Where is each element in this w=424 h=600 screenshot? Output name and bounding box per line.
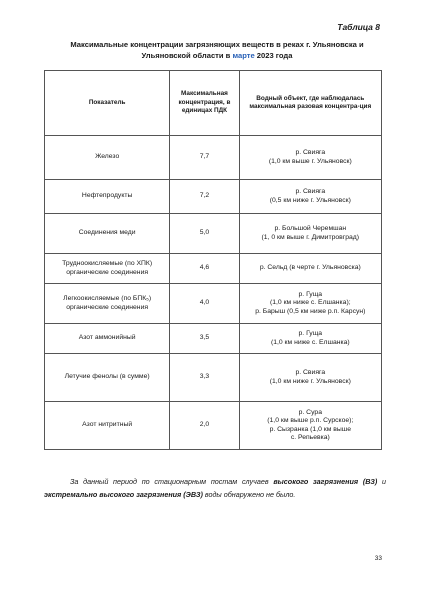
- value-cell: 4,6: [170, 254, 239, 284]
- pollutant-table: [44, 70, 382, 450]
- value-cell: 2,0: [170, 402, 239, 450]
- table-row: [45, 254, 382, 284]
- table-row: [45, 402, 382, 450]
- indicator-cell: Трудноокисляемые (по ХПК) органические соединения: [45, 254, 170, 284]
- location-cell: р. Сельд (в черте г. Ульяновска): [239, 254, 381, 284]
- table-header-row: [45, 71, 382, 136]
- indicator-cell: Железо: [45, 136, 170, 180]
- location-cell: р. Большой Черемшан (1, 0 км выше г. Димитровград): [239, 214, 381, 254]
- footnote-bold-high: высокого загрязнения (ВЗ): [273, 477, 378, 486]
- location-cell: р. Свияга (0,5 км ниже г. Ульяновск): [239, 180, 381, 214]
- table-row: [45, 136, 382, 180]
- value-cell: 3,3: [170, 354, 239, 402]
- location-cell: р. Гуща (1,0 км ниже с. Елшанка); р. Барыш (0,5 км ниже р.п. Карсун): [239, 284, 381, 324]
- table-title: [56, 40, 378, 61]
- footnote: [44, 475, 386, 501]
- value-cell: 7,2: [170, 180, 239, 214]
- location-cell: р. Гуща (1,0 км ниже с. Елшанка): [239, 324, 381, 354]
- table-row: [45, 214, 382, 254]
- title-month: марте: [232, 50, 255, 60]
- header-indicator: Показатель: [45, 71, 170, 136]
- table-row: [45, 354, 382, 402]
- header-max-concentration: Максимальная концентрация, в единицах ПДК: [170, 71, 239, 136]
- value-cell: 3,5: [170, 324, 239, 354]
- footnote-text-1: За данный период по стационарным постам случаев: [70, 477, 274, 486]
- indicator-cell: Летучие фенолы (в сумме): [45, 354, 170, 402]
- table-row: [45, 324, 382, 354]
- header-water-body: Водный объект, где наблюдалась максимальная разовая концентра-ция: [239, 71, 381, 136]
- indicator-cell: Соединения меди: [45, 214, 170, 254]
- table-label: Таблица 8: [337, 22, 380, 32]
- indicator-cell: Азот нитритный: [45, 402, 170, 450]
- indicator-cell: Нефтепродукты: [45, 180, 170, 214]
- indicator-cell: Азот аммонийный: [45, 324, 170, 354]
- value-cell: 4,0: [170, 284, 239, 324]
- location-cell: р. Сура (1,0 км выше р.п. Сурское); р. Сызранка (1,0 км выше с. Репьевка): [239, 402, 381, 450]
- location-cell: р. Свияга (1,0 км ниже г. Ульяновск): [239, 354, 381, 402]
- footnote-bold-extreme: экстремально высокого загрязнения (ЭВЗ): [44, 490, 203, 499]
- footnote-text-3: воды обнаружено не было.: [202, 490, 296, 499]
- title-text-end: 2023 года: [254, 50, 293, 60]
- value-cell: 5,0: [170, 214, 239, 254]
- title-text-start: Максимальные концентрации загрязняющих веществ в реках г. Ульяновска и Ульяновской области в: [70, 40, 364, 60]
- page-number: 33: [374, 555, 382, 562]
- indicator-cell: Легкоокисляемые (по БПК₅) органические соединения: [45, 284, 170, 324]
- table-body: [45, 136, 382, 450]
- footnote-text-2: и: [377, 477, 386, 486]
- value-cell: 7,7: [170, 136, 239, 180]
- table-row: [45, 180, 382, 214]
- table-row: [45, 284, 382, 324]
- location-cell: р. Свияга (1,0 км выше г. Ульяновск): [239, 136, 381, 180]
